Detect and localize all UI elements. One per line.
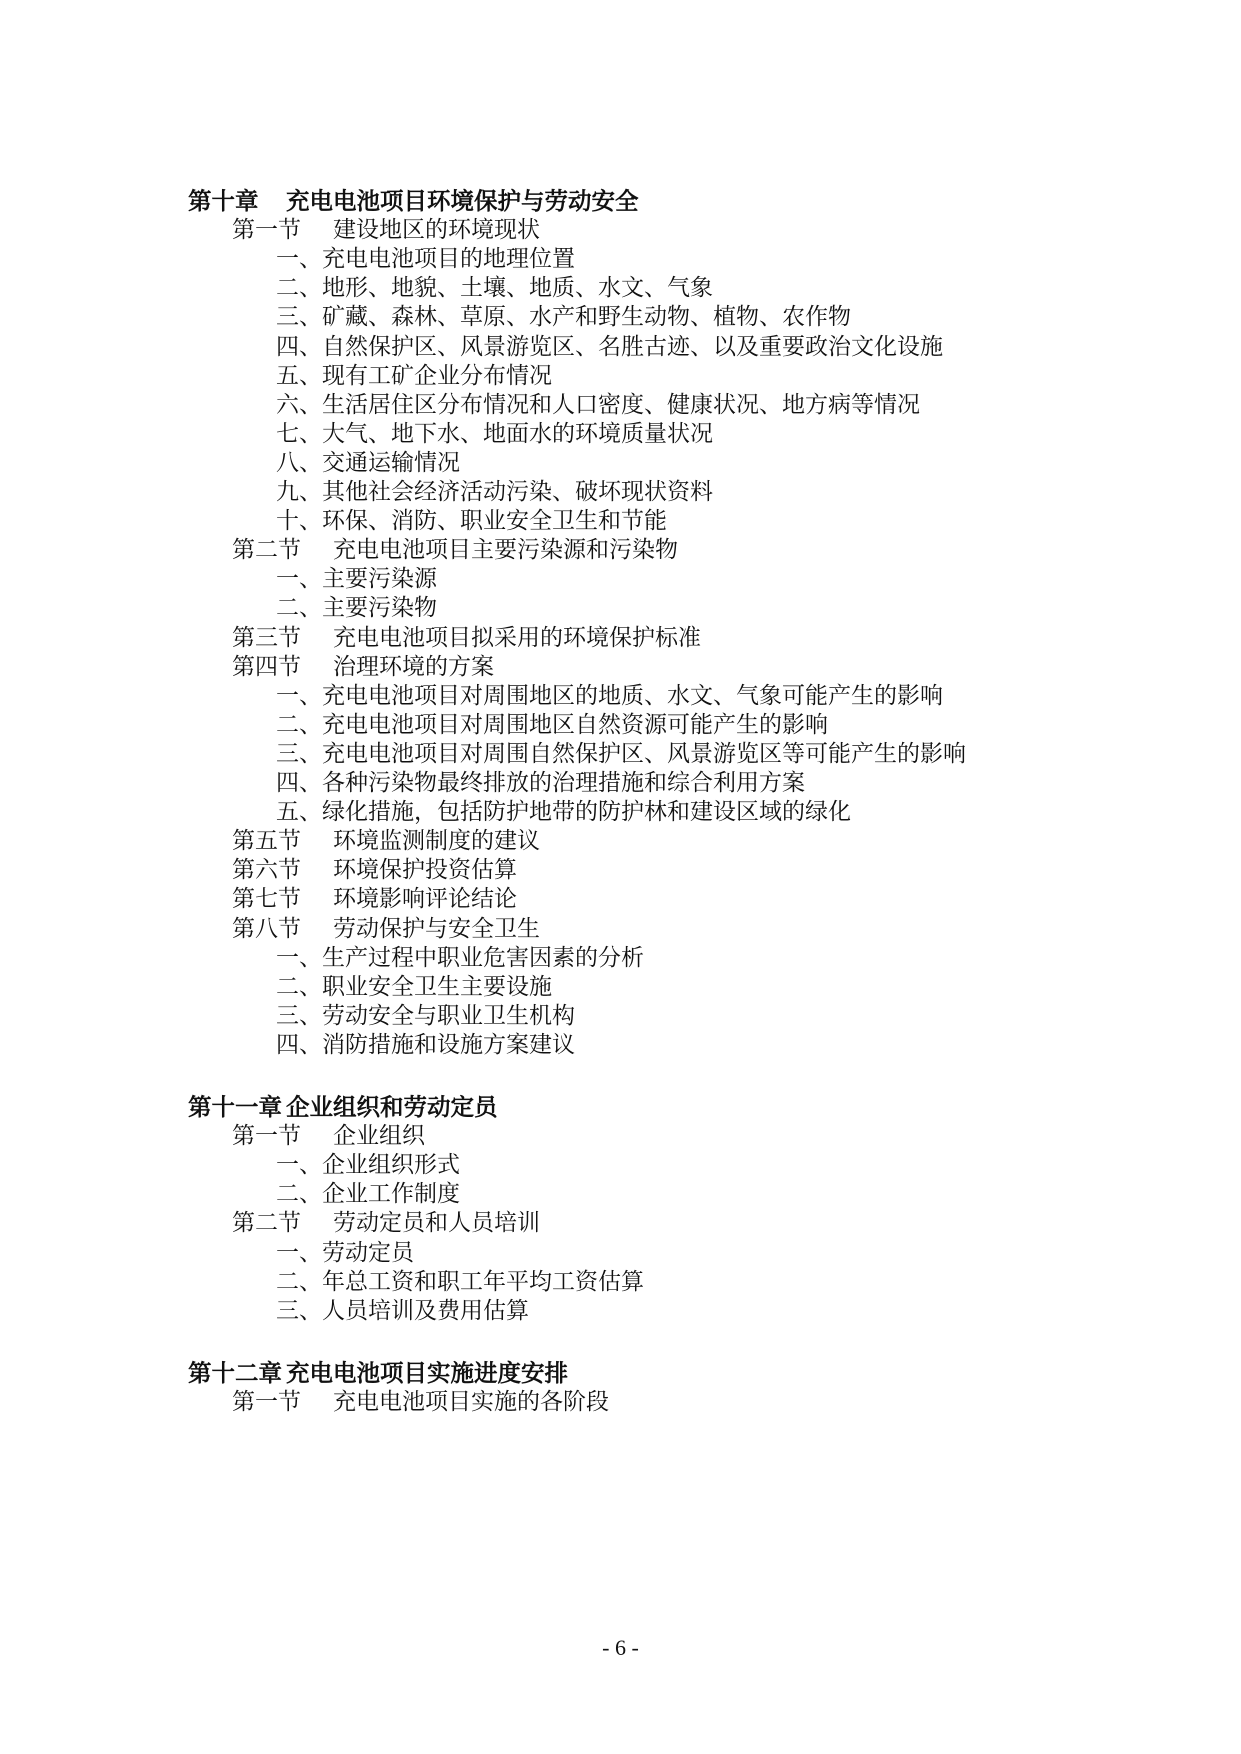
section-title: 劳动保护与安全卫生 [333,915,540,942]
toc-item: 一、劳动定员 [276,1239,414,1266]
section-title: 环境影响评论结论 [333,886,517,913]
toc-item: 四、各种污染物最终排放的治理措施和综合利用方案 [276,770,805,796]
section-title: 充电电池项目实施的各阶段 [333,1388,609,1415]
chapter-number: 第十二章 [188,1358,282,1387]
section-heading [232,1207,540,1239]
toc-item: 二、年总工资和职工年平均工资估算 [276,1268,644,1295]
chapter-number: 第十一章 [188,1093,282,1121]
section-title: 建设地区的环境现状 [333,217,540,244]
toc-item: 一、充电电池项目对周围地区的地质、水文、气象可能产生的影响 [276,682,943,709]
chapter-heading [188,1357,568,1389]
section-number: 第四节 [232,653,301,680]
section-number: 第一节 [232,217,301,244]
chapter-title: 充电电池项目环境保护与劳动安全 [286,187,639,215]
toc-item: 十、环保、消防、职业安全卫生和节能 [276,508,667,535]
toc-item: 一、生产过程中职业危害因素的分析 [276,944,644,971]
toc-item: 三、充电电池项目对周围自然保护区、风景游览区等可能产生的影响 [276,740,966,767]
section-title: 充电电池项目主要污染源和污染物 [333,537,678,564]
section-number: 第五节 [232,828,301,855]
section-number: 第六节 [232,857,301,884]
section-number: 第七节 [232,886,301,913]
toc-item: 六、生活居住区分布情况和人口密度、健康状况、地方病等情况 [276,391,920,418]
toc-item: 一、主要污染源 [276,566,437,593]
toc-item: 四、自然保护区、风景游览区、名胜古迹、以及重要政治文化设施 [276,333,943,360]
section-heading [232,651,494,683]
section-number: 第三节 [232,624,301,651]
section-number: 第二节 [232,1210,301,1237]
section-heading [232,1120,425,1152]
toc-item: 二、主要污染物 [276,595,437,622]
section-heading [232,1386,609,1418]
section-number: 第一节 [232,1388,301,1415]
chapter-title: 充电电池项目实施进度安排 [286,1358,568,1387]
section-heading [232,913,540,945]
toc-item: 二、充电电池项目对周围地区自然资源可能产生的影响 [276,711,828,738]
toc-item: 八、交通运输情况 [276,449,460,476]
page-number: - 6 - [602,1635,639,1660]
section-number: 第一节 [232,1123,301,1150]
section-number: 第二节 [232,537,301,564]
section-title: 充电电池项目拟采用的环境保护标准 [333,624,701,651]
section-title: 劳动定员和人员培训 [333,1210,540,1237]
chapter-heading [188,185,639,217]
section-heading [232,534,678,566]
section-heading [232,854,517,886]
section-title: 环境保护投资估算 [333,857,517,884]
toc-item: 三、人员培训及费用估算 [276,1297,529,1324]
section-title: 环境监测制度的建议 [333,828,540,855]
chapter-number: 第十章 [188,187,259,215]
toc-item: 四、消防措施和设施方案建议 [276,1031,575,1058]
toc-item: 三、矿藏、森林、草原、水产和野生动物、植物、农作物 [276,304,851,331]
section-heading [232,214,540,246]
section-heading [232,883,517,915]
toc-item: 一、企业组织形式 [276,1152,460,1179]
section-heading [232,825,540,857]
toc-item: 七、大气、地下水、地面水的环境质量状况 [276,420,713,447]
chapter-heading [188,1091,498,1123]
section-title: 治理环境的方案 [333,653,494,680]
section-number: 第八节 [232,915,301,942]
toc-item: 二、地形、地貌、土壤、地质、水文、气象 [276,275,713,302]
toc-item: 五、绿化措施，包括防护地带的防护林和建设区域的绿化 [276,799,851,826]
toc-item: 二、职业安全卫生主要设施 [276,973,552,1000]
section-title: 企业组织 [333,1123,425,1150]
chapter-title: 企业组织和劳动定员 [286,1093,498,1121]
toc-item: 九、其他社会经济活动污染、破坏现状资料 [276,479,713,505]
toc-item: 五、现有工矿企业分布情况 [276,362,552,389]
toc-item: 二、企业工作制度 [276,1181,460,1208]
toc-item: 三、劳动安全与职业卫生机构 [276,1002,575,1029]
section-heading [232,622,701,654]
toc-item: 一、充电电池项目的地理位置 [276,246,575,273]
